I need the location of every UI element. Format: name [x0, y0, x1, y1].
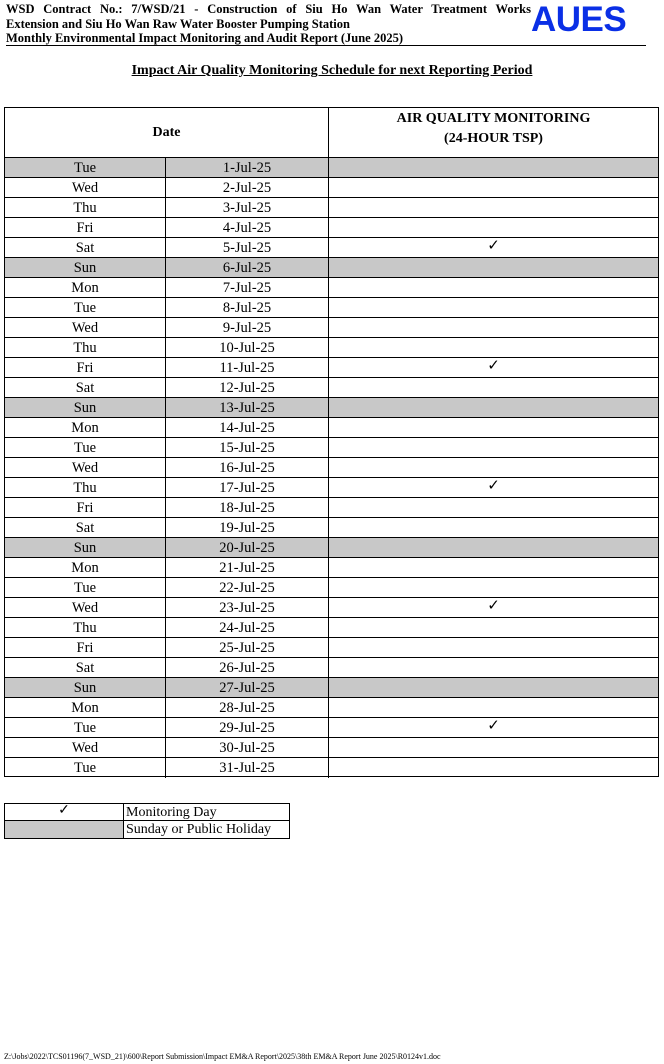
- date-cell: 3-Jul-25: [166, 198, 329, 217]
- table-row: [5, 378, 658, 398]
- date-cell: 29-Jul-25: [166, 718, 329, 737]
- monitoring-cell: [329, 298, 658, 317]
- day-cell: Sun: [5, 398, 166, 417]
- file-path-footer: Z:\Jobs\2022\TCS01196(7_WSD_21)\600\Report Submission\Impact EM&A Report\2025\38th EM&A Report June 2025\R0124v1.doc: [4, 1052, 441, 1061]
- day-cell: Tue: [5, 578, 166, 597]
- table-row: [5, 758, 658, 778]
- aq-header-line2: (24-HOUR TSP): [444, 131, 543, 146]
- table-row: [5, 678, 658, 698]
- date-cell: 22-Jul-25: [166, 578, 329, 597]
- date-cell: 15-Jul-25: [166, 438, 329, 457]
- monitoring-cell: [329, 678, 658, 697]
- day-cell: Sat: [5, 518, 166, 537]
- monitoring-cell: [329, 638, 658, 657]
- day-cell: Mon: [5, 418, 166, 437]
- table-row: [5, 258, 658, 278]
- monitoring-cell: [329, 318, 658, 337]
- table-row: [5, 738, 658, 758]
- day-cell: Thu: [5, 618, 166, 637]
- day-cell: Mon: [5, 558, 166, 577]
- monitoring-cell: [329, 198, 658, 217]
- monitoring-cell: [329, 558, 658, 577]
- monitoring-cell: ✓: [487, 598, 500, 614]
- day-cell: Fri: [5, 638, 166, 657]
- table-row: [5, 598, 658, 618]
- legend-row-monitoring: [5, 804, 289, 821]
- monitoring-cell: [329, 438, 658, 457]
- date-cell: 27-Jul-25: [166, 678, 329, 697]
- date-cell: 9-Jul-25: [166, 318, 329, 337]
- table-row: [5, 358, 658, 378]
- table-row: [5, 658, 658, 678]
- monitoring-cell: [329, 378, 658, 397]
- monitoring-cell: [329, 658, 658, 677]
- monitoring-cell: [329, 278, 658, 297]
- day-cell: Fri: [5, 498, 166, 517]
- day-cell: Mon: [5, 698, 166, 717]
- table-row: [5, 298, 658, 318]
- date-cell: 1-Jul-25: [166, 158, 329, 177]
- date-cell: 25-Jul-25: [166, 638, 329, 657]
- legend-holiday-label: Sunday or Public Holiday: [126, 822, 272, 837]
- legend-monitoring-label: Monitoring Day: [126, 805, 217, 820]
- date-cell: 26-Jul-25: [166, 658, 329, 677]
- monitoring-cell: [329, 538, 658, 557]
- monitoring-cell: [329, 458, 658, 477]
- table-row: [5, 318, 658, 338]
- header-contract-line: WSD Contract No.: 7/WSD/21 - Construction of Siu Ho Wan Water Treatment Works: [6, 2, 531, 16]
- monitoring-cell: [329, 618, 658, 637]
- table-row: [5, 558, 658, 578]
- date-cell: 16-Jul-25: [166, 458, 329, 477]
- day-cell: Tue: [5, 438, 166, 457]
- day-cell: Wed: [5, 738, 166, 757]
- day-cell: Tue: [5, 718, 166, 737]
- date-cell: 17-Jul-25: [166, 478, 329, 497]
- monitoring-cell: [329, 578, 658, 597]
- day-cell: Thu: [5, 478, 166, 497]
- header-project-line: Extension and Siu Ho Wan Raw Water Booster Pumping Station: [6, 16, 350, 31]
- aues-logo: AUES: [531, 0, 627, 39]
- header-text-block: [6, 2, 531, 46]
- day-cell: Sun: [5, 678, 166, 697]
- monitoring-cell: ✓: [487, 238, 500, 254]
- table-row: [5, 198, 658, 218]
- day-cell: Sun: [5, 538, 166, 557]
- day-cell: Wed: [5, 458, 166, 477]
- date-cell: 30-Jul-25: [166, 738, 329, 757]
- monitoring-cell: [329, 218, 658, 237]
- table-row: [5, 458, 658, 478]
- table-row: [5, 498, 658, 518]
- date-cell: 23-Jul-25: [166, 598, 329, 617]
- day-cell: Sat: [5, 238, 166, 257]
- day-cell: Mon: [5, 278, 166, 297]
- monitoring-cell: ✓: [487, 478, 500, 494]
- monitoring-cell: [329, 178, 658, 197]
- date-cell: 13-Jul-25: [166, 398, 329, 417]
- table-row: [5, 518, 658, 538]
- date-cell: 18-Jul-25: [166, 498, 329, 517]
- monitoring-cell: [329, 758, 658, 778]
- table-row: [5, 718, 658, 738]
- check-icon: ✓: [5, 804, 124, 820]
- day-cell: Thu: [5, 338, 166, 357]
- date-column-header: Date: [5, 108, 329, 157]
- monitoring-cell: [329, 418, 658, 437]
- monitoring-cell: [329, 738, 658, 757]
- date-cell: 20-Jul-25: [166, 538, 329, 557]
- table-body: [5, 158, 658, 776]
- monitoring-cell: [329, 518, 658, 537]
- date-cell: 2-Jul-25: [166, 178, 329, 197]
- table-row: [5, 618, 658, 638]
- table-row: [5, 218, 658, 238]
- date-cell: 19-Jul-25: [166, 518, 329, 537]
- table-row: [5, 698, 658, 718]
- table-row: [5, 238, 658, 258]
- monitoring-cell: [329, 398, 658, 417]
- date-cell: 11-Jul-25: [166, 358, 329, 377]
- day-cell: Sun: [5, 258, 166, 277]
- legend: [4, 803, 290, 839]
- table-row: [5, 278, 658, 298]
- monitoring-cell: ✓: [487, 718, 500, 734]
- monitoring-schedule-table: [4, 107, 659, 777]
- aq-header-line1: AIR QUALITY MONITORING: [396, 111, 591, 126]
- date-cell: 12-Jul-25: [166, 378, 329, 397]
- header-divider: [6, 45, 646, 46]
- date-cell: 10-Jul-25: [166, 338, 329, 357]
- table-row: [5, 478, 658, 498]
- date-cell: 8-Jul-25: [166, 298, 329, 317]
- table-row: [5, 398, 658, 418]
- monitoring-cell: [329, 338, 658, 357]
- table-row: [5, 338, 658, 358]
- table-row: [5, 638, 658, 658]
- page-title: Impact Air Quality Monitoring Schedule for next Reporting Period: [131, 63, 533, 78]
- day-cell: Tue: [5, 758, 166, 778]
- header-report-line: Monthly Environmental Impact Monitoring and Audit Report (June 2025): [6, 31, 404, 46]
- day-cell: Sat: [5, 658, 166, 677]
- day-cell: Tue: [5, 158, 166, 177]
- monitoring-cell: ✓: [487, 358, 500, 374]
- date-cell: 7-Jul-25: [166, 278, 329, 297]
- air-quality-column-header: [329, 108, 658, 158]
- table-row: [5, 158, 658, 178]
- grey-swatch: [5, 821, 124, 838]
- monitoring-cell: [329, 498, 658, 517]
- date-cell: 14-Jul-25: [166, 418, 329, 437]
- table-header: [5, 108, 658, 158]
- date-cell: 24-Jul-25: [166, 618, 329, 637]
- day-cell: Thu: [5, 198, 166, 217]
- date-cell: 6-Jul-25: [166, 258, 329, 277]
- date-cell: 5-Jul-25: [166, 238, 329, 257]
- monitoring-cell: [329, 698, 658, 717]
- legend-row-holiday: [5, 821, 289, 838]
- monitoring-cell: [329, 158, 658, 177]
- day-cell: Wed: [5, 598, 166, 617]
- monitoring-cell: [329, 258, 658, 277]
- table-row: [5, 178, 658, 198]
- day-cell: Sat: [5, 378, 166, 397]
- table-row: [5, 578, 658, 598]
- day-cell: Fri: [5, 358, 166, 377]
- day-cell: Fri: [5, 218, 166, 237]
- table-row: [5, 538, 658, 558]
- day-cell: Wed: [5, 178, 166, 197]
- day-cell: Wed: [5, 318, 166, 337]
- date-cell: 31-Jul-25: [166, 758, 329, 778]
- table-row: [5, 418, 658, 438]
- date-cell: 21-Jul-25: [166, 558, 329, 577]
- date-cell: 28-Jul-25: [166, 698, 329, 717]
- table-row: [5, 438, 658, 458]
- date-cell: 4-Jul-25: [166, 218, 329, 237]
- day-cell: Tue: [5, 298, 166, 317]
